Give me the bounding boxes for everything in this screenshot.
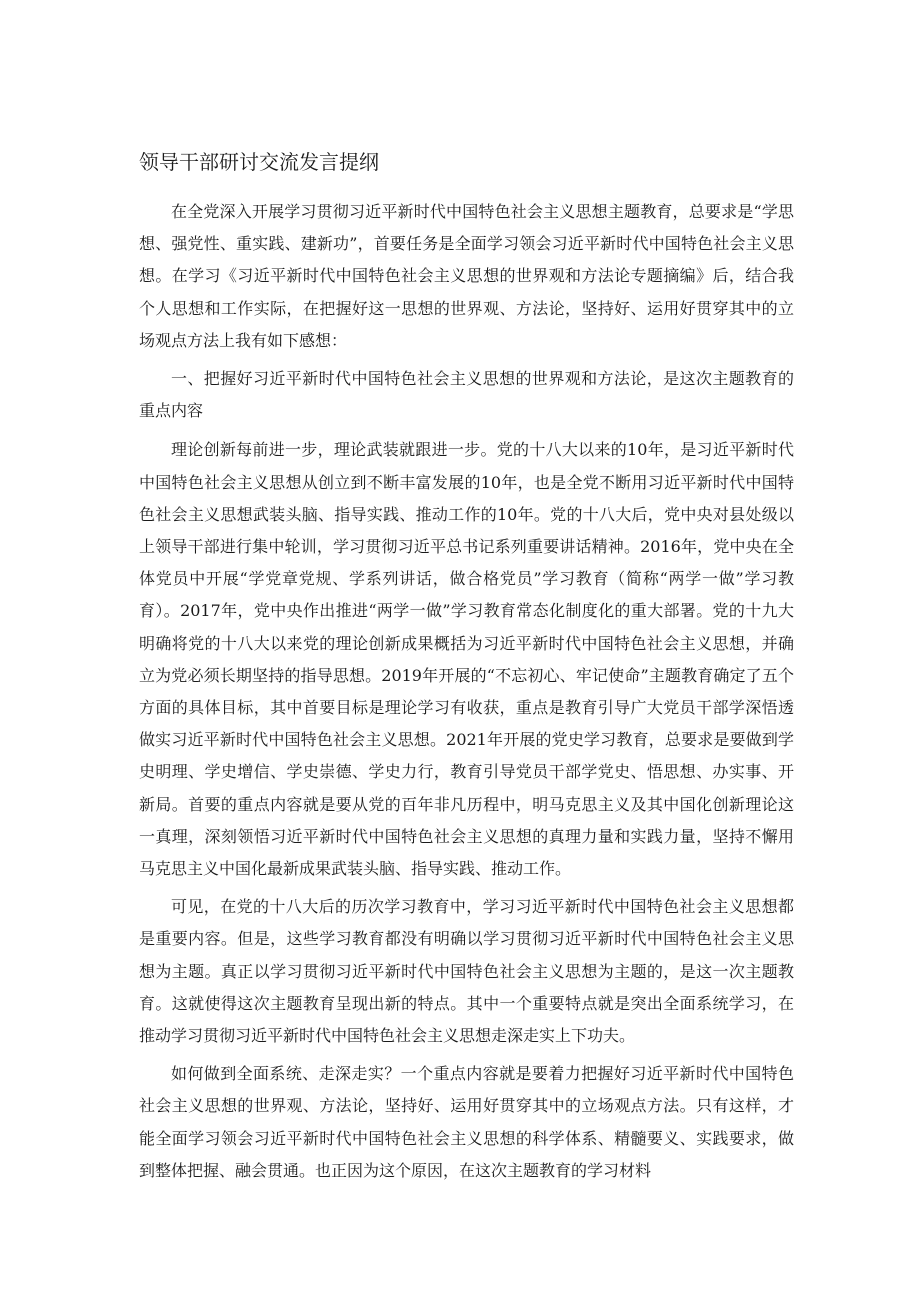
paragraph-theory-history: 理论创新每前进一步，理论武装就跟进一步。党的十八大以来的10年，是习近平新时代中国特色社会主义思想从创立到不断丰富发展的10年，也是全党不断用习近平新时代中国特色社会主义思想武装头脑、指导实践、推动工作的10年。党的十八大后，党中央对县处级以上领导干部进行集中轮训，学习贯彻习近平总书记系列重要讲话精神。2016年，党中央在全体党员中开展“学党章党规、学系列讲话，做合格党员”学习教育（简称“两学一做”学习教育）。2017年，党中央作出推进“两学一做”学习教育常态化制度化的重大部署。党的十九大明确将党的十八大以来党的理论创新成果概括为习近平新时代中国特色社会主义思想，并确立为党必须长期坚持的指导思想。2019年开展的“不忘初心、牢记使命”主题教育确定了五个方面的具体目标，其中首要目标是理论学习有收获，重点是教育引导广大党员干部学深悟透做实习近平新时代中国特色社会主义思想。2021年开展的党史学习教育，总要求是要做到学史明理、学史增信、学史崇德、学史力行，教育引导党员干部学党史、悟思想、办实事、开新局。首要的重点内容就是要从党的百年非凡历程中，明马克思主义及其中国化创新理论这一真理，深刻领悟习近平新时代中国特色社会主义思想的真理力量和实践力量，坚持不懈用马克思主义中国化最新成果武装头脑、指导实践、推动工作。 [139,440,794,879]
paragraph-how-to: 如何做到全面系统、走深走实？一个重点内容就是要着力把握好习近平新时代中国特色社会主义思想的世界观、方法论，坚持好、运用好贯穿其中的立场观点方法。只有这样，才能全面学习领会习近平新时代中国特色社会主义思想的科学体系、精髓要义、实践要求，做到整体把握、融会贯通。也正因为这个原因，在这次主题教育的学习材料 [139,1064,794,1180]
section-heading-1: 一、把握好习近平新时代中国特色社会主义思想的世界观和方法论，是这次主题教育的重点内容 [139,369,794,421]
document-body [139,196,794,1193]
document-title: 领导干部研讨交流发言提纲 [139,150,379,174]
paragraph-intro: 在全党深入开展学习贯彻习近平新时代中国特色社会主义思想主题教育，总要求是“学思想、强党性、重实践、建新功”，首要任务是全面学习领会习近平新时代中国特色社会主义思想。在学习《习近平新时代中国特色社会主义思想的世界观和方法论专题摘编》后，结合我个人思想和工作实际，在把握好这一思想的世界观、方法论，坚持好、运用好贯穿其中的立场观点方法上我有如下感想： [139,202,794,350]
paragraph-conclusion: 可见，在党的十八大后的历次学习教育中，学习习近平新时代中国特色社会主义思想都是重要内容。但是，这些学习教育都没有明确以学习贯彻习近平新时代中国特色社会主义思想为主题。真正以学习贯彻习近平新时代中国特色社会主义思想为主题的，是这一次主题教育。这就使得这次主题教育呈现出新的特点。其中一个重要特点就是突出全面系统学习，在推动学习贯彻习近平新时代中国特色社会主义思想走深走实上下功夫。 [139,897,794,1046]
